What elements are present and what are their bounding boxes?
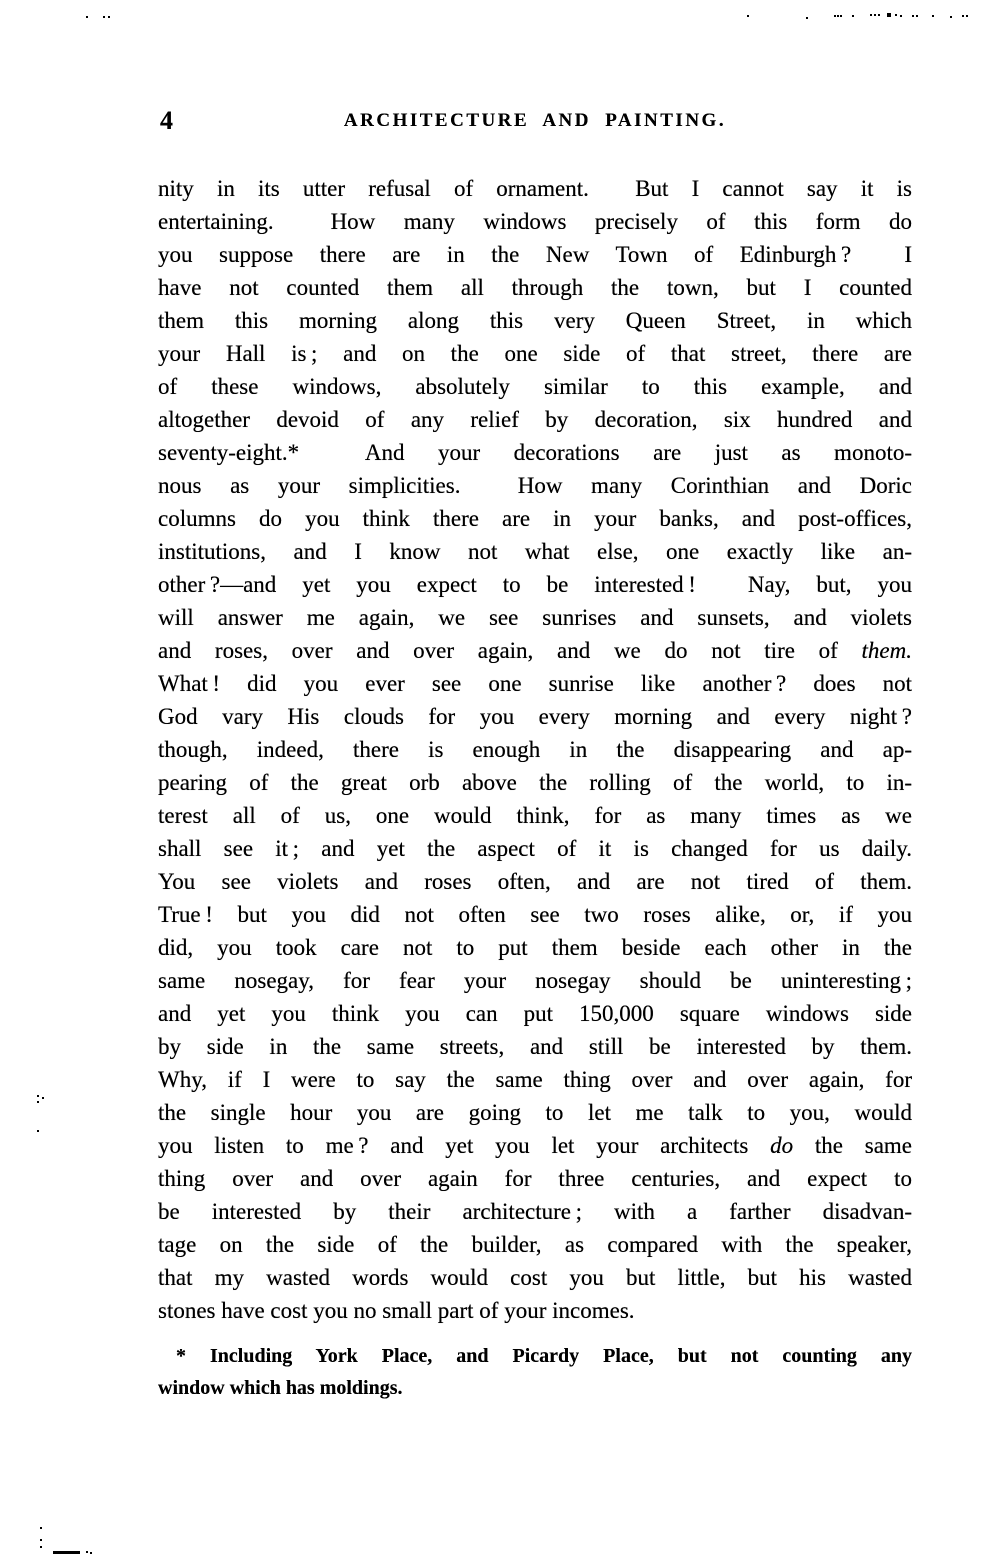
text-line — [158, 304, 912, 337]
text-segment: You see violets and roses often, and are not tired of them. — [158, 869, 912, 894]
text-segment: nous as your simplicities. How many Corinthian and Doric — [158, 473, 912, 498]
text-line — [158, 832, 912, 865]
text-line — [158, 1294, 912, 1327]
text-line — [158, 205, 912, 238]
text-segment: tage on the side of the builder, as compared with the speaker, — [158, 1232, 912, 1257]
text-segment: them this morning along this very Queen Street, in which — [158, 308, 912, 333]
text-line — [158, 997, 912, 1030]
text-line — [158, 1340, 912, 1372]
text-segment: nity in its utter refusal of ornament. But I cannot say it is — [158, 176, 912, 201]
text-line — [158, 766, 912, 799]
text-line — [158, 733, 912, 766]
text-line — [158, 568, 912, 601]
text-segment: institutions, and I know not what else, one exactly like an- — [158, 539, 912, 564]
text-line — [158, 436, 912, 469]
text-line — [158, 469, 912, 502]
text-line — [158, 865, 912, 898]
text-segment: have not counted them all through the town, but I counted — [158, 275, 912, 300]
text-line — [158, 172, 912, 205]
text-segment: other ?—and yet you expect to be interested ! Nay, but, you — [158, 572, 912, 597]
body-text — [158, 172, 912, 1327]
text-segment: though, indeed, there is enough in the disappearing and ap- — [158, 737, 912, 762]
text-segment: stones have cost you no small part of your incomes. — [158, 1298, 635, 1323]
text-segment: your Hall is ; and on the one side of that street, there are — [158, 341, 912, 366]
text-line — [158, 1162, 912, 1195]
text-segment: you listen to me ? and yet you let your architects — [158, 1133, 771, 1158]
text-segment: be interested by their architecture ; with a farther disadvan- — [158, 1199, 912, 1224]
text-line — [158, 238, 912, 271]
text-line — [158, 931, 912, 964]
text-segment: the same — [793, 1133, 912, 1158]
text-line — [158, 1228, 912, 1261]
text-segment: True ! but you did not often see two roses alike, or, if you — [158, 902, 912, 927]
text-line — [158, 1096, 912, 1129]
italic-text-segment: them. — [861, 638, 912, 663]
text-segment: of these windows, absolutely similar to this example, and — [158, 374, 912, 399]
text-line — [158, 799, 912, 832]
scan-dash-mark — [53, 1551, 80, 1554]
text-segment: will answer me again, we see sunrises and sunsets, and violets — [158, 605, 912, 630]
text-segment: window which has moldings. — [158, 1377, 403, 1399]
text-line — [158, 271, 912, 304]
text-line — [158, 1195, 912, 1228]
text-segment: same nosegay, for fear your nosegay should be uninteresting ; — [158, 968, 912, 993]
text-line — [158, 700, 912, 733]
text-segment: that my wasted words would cost you but little, but his wasted — [158, 1265, 912, 1290]
text-segment: God vary His clouds for you every morning and every night ? — [158, 704, 912, 729]
text-line — [158, 1030, 912, 1063]
footnote — [158, 1340, 912, 1404]
text-segment: What ! did you ever see one sunrise like another ? does not — [158, 671, 912, 696]
text-line — [158, 535, 912, 568]
text-line — [158, 403, 912, 436]
text-line — [158, 601, 912, 634]
text-line — [158, 1261, 912, 1294]
text-segment: did, you took care not to put them beside each other in the — [158, 935, 912, 960]
italic-text-segment: do — [770, 1133, 794, 1158]
text-segment: shall see it ; and yet the aspect of it is changed for us daily. — [158, 836, 912, 861]
text-segment: the single hour you are going to let me talk to you, would — [158, 1100, 912, 1125]
text-segment: and roses, over and over again, and we do not tire of — [158, 638, 862, 663]
text-line — [158, 502, 912, 535]
text-segment: you suppose there are in the New Town of Edinburgh ? I — [158, 242, 912, 267]
text-line — [158, 1372, 912, 1404]
text-line — [158, 634, 912, 667]
text-segment: * Including York Place, and Picardy Place, but not counting any — [176, 1345, 912, 1367]
running-title: ARCHITECTURE AND PAINTING. — [343, 110, 727, 131]
text-segment: thing over and over again for three centuries, and expect to — [158, 1166, 912, 1191]
text-segment: columns do you think there are in your banks, and post-offices, — [158, 506, 912, 531]
text-line — [158, 898, 912, 931]
text-line — [158, 370, 912, 403]
text-segment: entertaining. How many windows precisely of this form do — [158, 209, 912, 234]
text-segment: terest all of us, one would think, for as many times as we — [158, 803, 912, 828]
page-number: 4 — [160, 106, 173, 135]
text-segment: seventy-eight.* And your decorations are just as monoto- — [158, 440, 912, 465]
text-segment: and yet you think you can put 150,000 square windows side — [158, 1001, 912, 1026]
text-segment: pearing of the great orb above the rolling of the world, to in- — [158, 770, 912, 795]
text-segment: Why, if I were to say the same thing over and over again, for — [158, 1067, 912, 1092]
scan-speckles — [0, 0, 2, 2]
text-segment: by side in the same streets, and still be interested by them. — [158, 1034, 912, 1059]
text-line — [158, 337, 912, 370]
text-line — [158, 1063, 912, 1096]
text-line — [158, 667, 912, 700]
page-header — [158, 106, 912, 136]
text-segment: altogether devoid of any relief by decoration, six hundred and — [158, 407, 912, 432]
text-line — [158, 964, 912, 997]
text-line — [158, 1129, 912, 1162]
